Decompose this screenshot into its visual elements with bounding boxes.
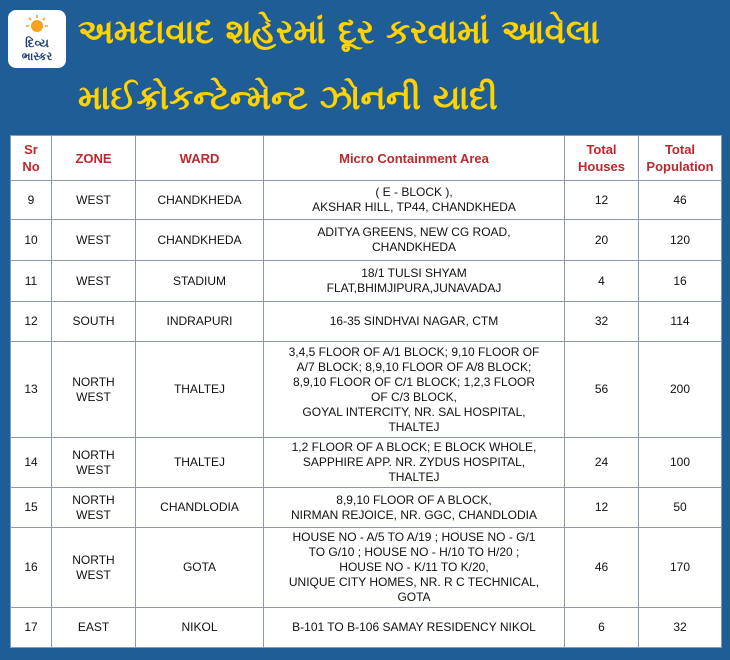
cell-total-population: 16 — [639, 261, 722, 302]
cell-total-population: 114 — [639, 302, 722, 342]
header-total-population: Total Population — [639, 136, 722, 181]
cell-ward: NIKOL — [136, 608, 264, 648]
header-sr-no: Sr No — [11, 136, 52, 181]
cell-area: 1,2 FLOOR OF A BLOCK; E BLOCK WHOLE, SAPPHIRE APP. NR. ZYDUS HOSPITAL, THALTEJ — [264, 438, 565, 488]
cell-area: ( E - BLOCK ), AKSHAR HILL, TP44, CHANDKHEDA — [264, 181, 565, 220]
table-row — [11, 220, 722, 261]
cell-zone: EAST — [52, 608, 136, 648]
cell-sr-no: 9 — [11, 181, 52, 220]
cell-total-houses: 12 — [565, 181, 639, 220]
cell-zone: NORTH WEST — [52, 438, 136, 488]
table-row — [11, 261, 722, 302]
cell-ward: STADIUM — [136, 261, 264, 302]
cell-total-population: 50 — [639, 488, 722, 528]
table-row — [11, 181, 722, 220]
cell-total-houses: 12 — [565, 488, 639, 528]
divya-bhaskar-logo — [8, 10, 66, 68]
header-zone: ZONE — [52, 136, 136, 181]
cell-zone: SOUTH — [52, 302, 136, 342]
table-row — [11, 302, 722, 342]
cell-sr-no: 11 — [11, 261, 52, 302]
cell-total-population: 32 — [639, 608, 722, 648]
cell-zone: WEST — [52, 261, 136, 302]
logo-line-2: ભાસ્કર — [21, 50, 53, 63]
cell-ward: THALTEJ — [136, 438, 264, 488]
cell-zone: NORTH WEST — [52, 488, 136, 528]
cell-zone: WEST — [52, 181, 136, 220]
cell-total-population: 100 — [639, 438, 722, 488]
table-row — [11, 342, 722, 438]
cell-sr-no: 12 — [11, 302, 52, 342]
table-row — [11, 488, 722, 528]
cell-ward: CHANDKHEDA — [136, 220, 264, 261]
cell-area: ADITYA GREENS, NEW CG ROAD, CHANDKHEDA — [264, 220, 565, 261]
cell-sr-no: 14 — [11, 438, 52, 488]
cell-total-population: 46 — [639, 181, 722, 220]
cell-sr-no: 16 — [11, 528, 52, 608]
cell-zone: NORTH WEST — [52, 342, 136, 438]
cell-area: B-101 TO B-106 SAMAY RESIDENCY NIKOL — [264, 608, 565, 648]
cell-ward: CHANDKHEDA — [136, 181, 264, 220]
containment-zone-table — [10, 135, 722, 648]
cell-zone: WEST — [52, 220, 136, 261]
cell-total-houses: 4 — [565, 261, 639, 302]
cell-total-population: 120 — [639, 220, 722, 261]
cell-total-houses: 6 — [565, 608, 639, 648]
headline-line-2: માઈક્રોકન્ટેન્મેન્ટ ઝોનની યાદી — [78, 78, 498, 118]
cell-area: 16-35 SINDHVAI NAGAR, CTM — [264, 302, 565, 342]
cell-total-houses: 24 — [565, 438, 639, 488]
sun-icon — [26, 14, 48, 36]
cell-ward: INDRAPURI — [136, 302, 264, 342]
cell-area: 18/1 TULSI SHYAM FLAT,BHIMJIPURA,JUNAVADAJ — [264, 261, 565, 302]
header-total-houses: Total Houses — [565, 136, 639, 181]
cell-sr-no: 15 — [11, 488, 52, 528]
logo-line-1: દિવ્ય — [25, 36, 49, 50]
cell-zone: NORTH WEST — [52, 528, 136, 608]
header-ward: WARD — [136, 136, 264, 181]
cell-sr-no: 10 — [11, 220, 52, 261]
cell-total-houses: 32 — [565, 302, 639, 342]
cell-total-houses: 46 — [565, 528, 639, 608]
table-row — [11, 528, 722, 608]
cell-area: 8,9,10 FLOOR OF A BLOCK, NIRMAN REJOICE, NR. GGC, CHANDLODIA — [264, 488, 565, 528]
cell-total-houses: 20 — [565, 220, 639, 261]
cell-total-population: 200 — [639, 342, 722, 438]
cell-ward: GOTA — [136, 528, 264, 608]
cell-ward: THALTEJ — [136, 342, 264, 438]
table-row — [11, 608, 722, 648]
headline-line-1: અમદાવાદ શહેરમાં દૂર કરવામાં આવેલા — [78, 12, 600, 52]
header-area: Micro Containment Area — [264, 136, 565, 181]
table-row — [11, 438, 722, 488]
cell-total-population: 170 — [639, 528, 722, 608]
cell-area: 3,4,5 FLOOR OF A/1 BLOCK; 9,10 FLOOR OF A/7 BLOCK; 8,9,10 FLOOR OF A/8 BLOCK; 8,9,10 FLOOR OF C/1 BLOCK; 1,2,3 FLOOR OF C/3 BLOCK, GOYAL INTERCITY, NR. SAL HOSPITAL, THALTEJ — [264, 342, 565, 438]
cell-sr-no: 17 — [11, 608, 52, 648]
cell-sr-no: 13 — [11, 342, 52, 438]
cell-ward: CHANDLODIA — [136, 488, 264, 528]
cell-total-houses: 56 — [565, 342, 639, 438]
table-header-row — [11, 136, 722, 181]
cell-area: HOUSE NO - A/5 TO A/19 ; HOUSE NO - G/1 TO G/10 ; HOUSE NO - H/10 TO H/20 ; HOUSE NO - K/11 TO K/20, UNIQUE CITY HOMES, NR. R C TECHNICAL, GOTA — [264, 528, 565, 608]
